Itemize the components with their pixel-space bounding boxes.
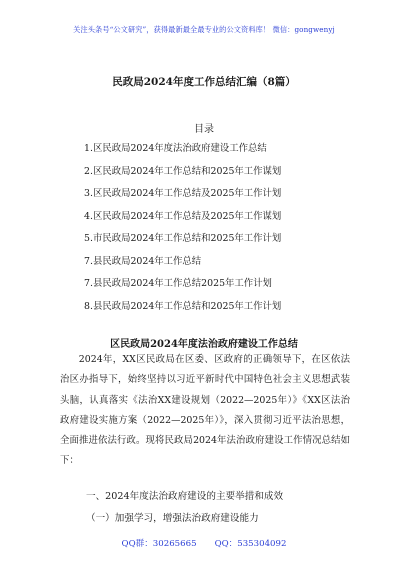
toc-heading: 目录	[194, 124, 214, 135]
document-title: 民政局2024年度工作总结汇编（8篇）	[112, 76, 296, 88]
subheading-level-1: 一、2024年度法治政府建设的主要举措和成效	[86, 491, 284, 502]
section-title: 区民政局2024年度法治政府建设工作总结	[110, 339, 298, 350]
footer-contact	[0, 537, 408, 549]
subheading-level-2: （一）加强学习，增强法治政府建设能力	[86, 513, 259, 524]
footer-qq: QQ：535304092	[214, 539, 287, 549]
toc-item: 7.县民政局2024年工作总结2025年工作计划	[84, 278, 272, 289]
toc-item: 1.区民政局2024年度法治政府建设工作总结	[84, 143, 267, 154]
toc-item: 3.区民政局2024年工作总结及2025年工作计划	[84, 188, 282, 199]
footer-qq-group: QQ群：30265665	[121, 539, 197, 549]
toc-item: 7.县民政局2024年工作总结	[84, 255, 202, 267]
toc-item: 5.市民政局2024年工作总结和2025年工作计划	[84, 233, 282, 244]
toc-item: 2.区民政局2024年工作总结和2025年工作谋划	[84, 165, 282, 177]
header-promo-note: 关注头条号“公文研究”，获得最新最全最专业的公文资料库！ 微信：gongwenyj	[73, 25, 335, 34]
toc-item: 4.区民政局2024年工作总结及2025年工作谋划	[84, 210, 282, 222]
table-of-contents	[84, 138, 281, 318]
toc-item: 8.县民政局2024年工作总结和2025年工作计划	[84, 300, 282, 312]
body-paragraph: 2024年，XX区民政局在区委、区政府的正确领导下，在区依法治区办指导下，始终坚持以习近平新时代中国特色社会主义思想武装头脑，认真落实《法治XX建设规划（2022—2025年）》《XX区法治政府建设实施方案（2022—2025年）》，深入贯彻习近平法治思想，全面推进依法行政。现将民政局2024年法治政府建设工作情况总结如下：	[60, 354, 350, 467]
